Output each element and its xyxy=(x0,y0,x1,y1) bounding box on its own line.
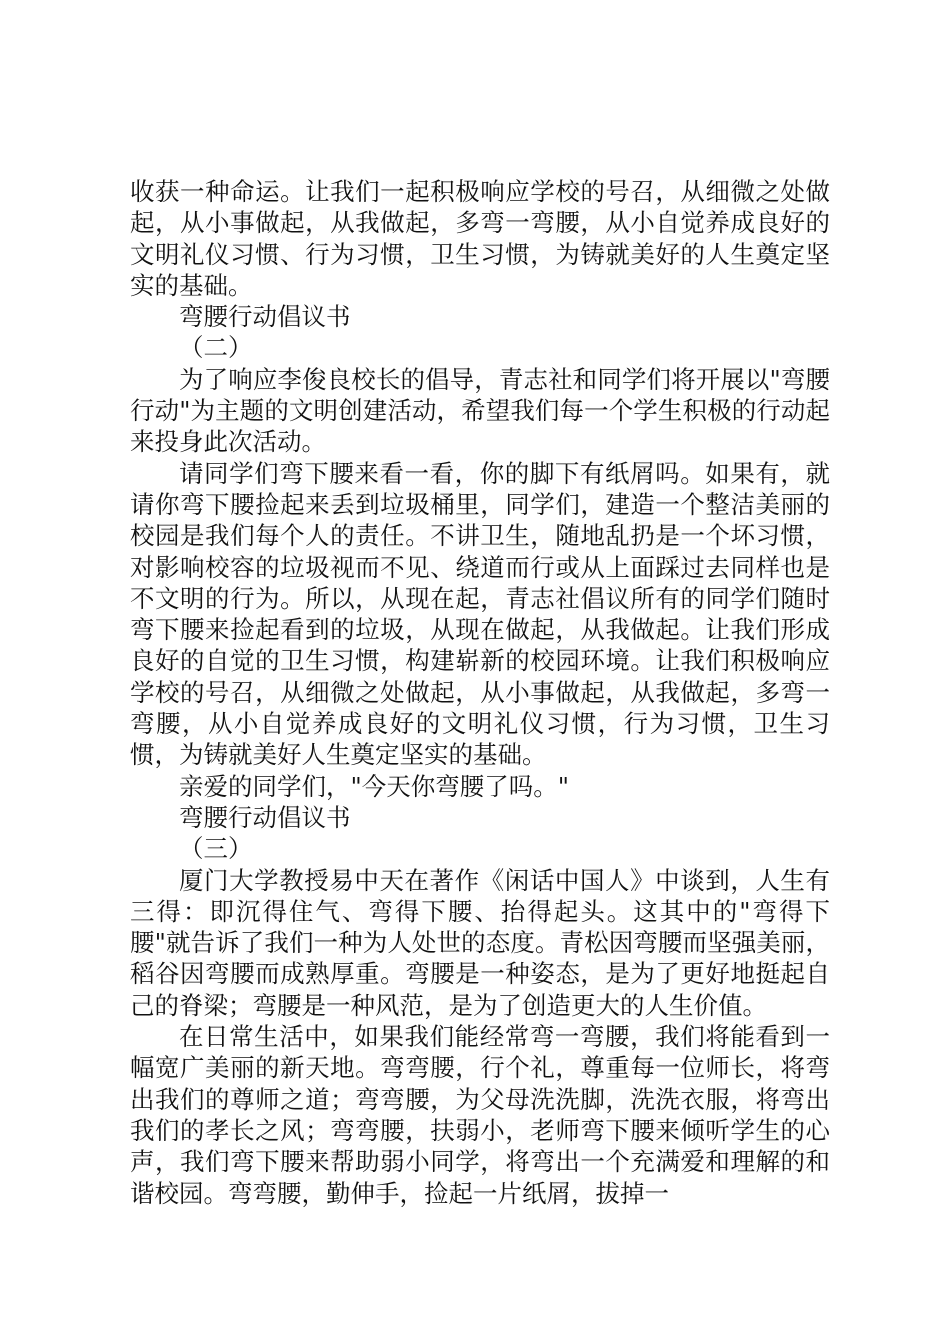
section-title-2: 弯腰行动倡议书 xyxy=(179,302,351,332)
paragraph: 请同学们弯下腰来看一看，你的脚下有纸屑吗。如果有，就请你弯下腰捡起来丢到垃圾桶里，同学们，建造一个整洁美丽的校园是我们每个人的责任。不讲卫生，随地乱扔是一个坏习惯，对影响校容的垃圾视而不见、绕道而行或从上面踩过去同样也是不文明的行为。所以，从现在起，青志社倡议所有的同学们随时弯下腰来捡起看到的垃圾，从现在做起，从我做起。让我们形成良好的自觉的卫生习惯，构建崭新的校园环境。让我们积极响应学校的号召，从细微之处做起，从小事做起，从我做起，多弯一弯腰，从小自觉养成良好的文明礼仪习惯，行为习惯，卫生习惯，为铸就美好人生奠定坚实的基础。 xyxy=(130,458,830,770)
paragraph: 厦门大学教授易中天在著作《闲话中国人》中谈到，人生有三得：即沉得住气、弯得下腰、抬得起头。这其中的"弯得下腰"就告诉了我们一种为人处世的态度。青松因弯腰而坚强美丽，稻谷因弯腰而成熟厚重。弯腰是一种姿态，是为了更好地挺起自己的脊梁；弯腰是一种风范，是为了创造更大的人生价值。 xyxy=(130,865,830,1020)
paragraph-continuation: 收获一种命运。让我们一起积极响应学校的号召，从细微之处做起，从小事做起，从我做起，多弯一弯腰，从小自觉养成良好的文明礼仪习惯、行为习惯，卫生习惯，为铸就美好的人生奠定坚实的基础。 xyxy=(130,177,830,300)
section-number-3: （三） xyxy=(179,834,253,864)
paragraph: 为了响应李俊良校长的倡导，青志社和同学们将开展以"弯腰行动"为主题的文明创建活动，希望我们每一个学生积极的行动起来投身此次活动。 xyxy=(130,364,830,457)
section-number-2: （二） xyxy=(179,333,253,363)
paragraph: 在日常生活中，如果我们能经常弯一弯腰，我们将能看到一幅宽广美丽的新天地。弯弯腰，行个礼，尊重每一位师长，将弯出我们的尊师之道；弯弯腰，为父母洗洗脚，洗洗衣服，将弯出我们的孝长之风；弯弯腰，扶弱小，老师弯下腰来倾听学生的心声，我们弯下腰来帮助弱小同学，将弯出一个充满爱和理解的和谐校园。弯弯腰，勤伸手，捡起一片纸屑，拔掉一 xyxy=(130,1022,830,1208)
paragraph: 亲爱的同学们，"今天你弯腰了吗。" xyxy=(179,771,570,801)
section-title-3: 弯腰行动倡议书 xyxy=(179,802,351,832)
document-body xyxy=(130,176,830,1209)
